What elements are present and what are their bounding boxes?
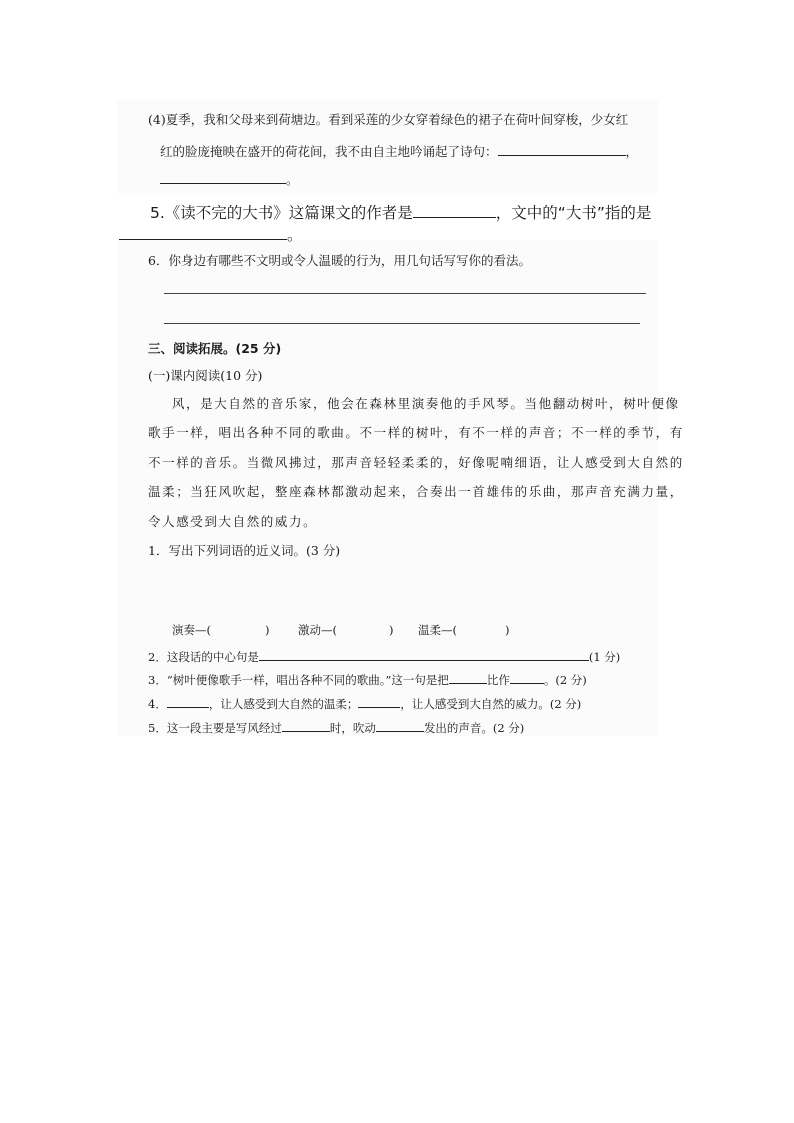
question-5	[148, 720, 524, 735]
q4b-blank-1[interactable]	[167, 696, 209, 708]
q4-line1: (4)夏季，我和父母来到荷塘边。看到采莲的少女穿着绿色的裙子在荷叶间穿梭，少女红	[148, 112, 629, 127]
synonym-wenrou	[418, 625, 510, 637]
passage-line-1: 风，是大自然的音乐家，他会在森林里演奏他的手风琴。当他翻动树叶，树叶便像	[172, 396, 680, 411]
q4-line2-end: ，	[625, 144, 639, 159]
q3-end: 。(2 分)	[543, 673, 587, 687]
q5b-text-1: 5．这一段主要是写风经过	[148, 721, 282, 735]
q5b-blank-2[interactable]	[376, 720, 424, 732]
subsection-heading: (一)课内阅读(10 分)	[148, 368, 263, 383]
q3-blank-1[interactable]	[449, 672, 487, 684]
q5-line2	[119, 225, 303, 244]
q5-line1	[150, 203, 651, 222]
q6-prompt: 6．你身边有哪些不文明或令人温暖的行为，用几句话写写你的看法。	[148, 253, 531, 268]
question-3	[148, 672, 587, 687]
question-1: 1．写出下列词语的近义词。(3 分)	[148, 543, 341, 558]
q4-blank-2[interactable]	[160, 171, 286, 184]
synonym-close: )	[505, 623, 510, 637]
q4b-prefix: 4．	[148, 697, 167, 711]
q5-text-2: ，文中的“大书”指的是	[495, 204, 652, 222]
q5b-text-2: 时，吹动	[329, 721, 376, 735]
q4-line2-text: 红的脸庞掩映在盛开的荷花间，我不由自主地吟诵起了诗句：	[160, 144, 498, 159]
synonym-word: 温柔—(	[418, 623, 457, 637]
q5-author-blank[interactable]	[413, 203, 496, 218]
q4-blank-1[interactable]	[498, 143, 626, 156]
synonym-jidong	[298, 625, 394, 637]
question-4	[148, 696, 581, 711]
synonym-close: )	[389, 623, 394, 637]
passage-line-4: 温柔；当狂风吹起，整座森林都激动起来，合奏出一首雄伟的乐曲，那声音充满力量，	[148, 484, 684, 499]
q4-line3	[160, 171, 299, 187]
passage-line-2: 歌手一样，唱出各种不同的歌曲。不一样的树叶，有不一样的声音；不一样的季节，有	[148, 425, 684, 440]
question-2	[148, 649, 620, 664]
q5-meaning-blank[interactable]	[119, 225, 287, 240]
q4b-text-1: ，让人感受到大自然的温柔；	[208, 697, 359, 711]
q6-answer-line-1[interactable]	[164, 293, 646, 294]
synonym-word: 激动—(	[298, 623, 337, 637]
synonym-yanzou	[172, 625, 270, 637]
passage-line-3: 不一样的音乐。当微风拂过，那声音轻轻柔柔的，好像呢喃细语，让人感受到大自然的	[148, 455, 684, 470]
synonym-close: )	[265, 623, 270, 637]
section-heading: 三、阅读拓展。(25 分)	[148, 341, 282, 356]
q4b-blank-2[interactable]	[358, 696, 400, 708]
passage-line-5: 令人感受到大自然的威力。	[148, 514, 318, 529]
q6-answer-line-2[interactable]	[164, 323, 640, 324]
q3-text: 3．“树叶便像歌手一样，唱出各种不同的歌曲。”这一句是把	[148, 673, 449, 687]
q3-mid: 比作	[486, 673, 510, 687]
q5b-text-3: 发出的声音。(2 分)	[423, 721, 525, 735]
q4-line3-end: 。	[286, 172, 299, 187]
q3-blank-2[interactable]	[510, 672, 544, 684]
q2-score: (1 分)	[588, 650, 621, 664]
q4b-text-2: ，让人感受到大自然的威力。(2 分)	[400, 697, 582, 711]
q2-blank[interactable]	[259, 649, 589, 661]
q5b-blank-1[interactable]	[282, 720, 330, 732]
q2-text: 2．这段话的中心句是	[148, 650, 259, 664]
synonym-word: 演奏—(	[172, 623, 211, 637]
q5-text-1: 5.《读不完的大书》这篇课文的作者是	[150, 204, 413, 222]
q5-end: 。	[287, 226, 303, 244]
q4-line2	[160, 143, 638, 159]
